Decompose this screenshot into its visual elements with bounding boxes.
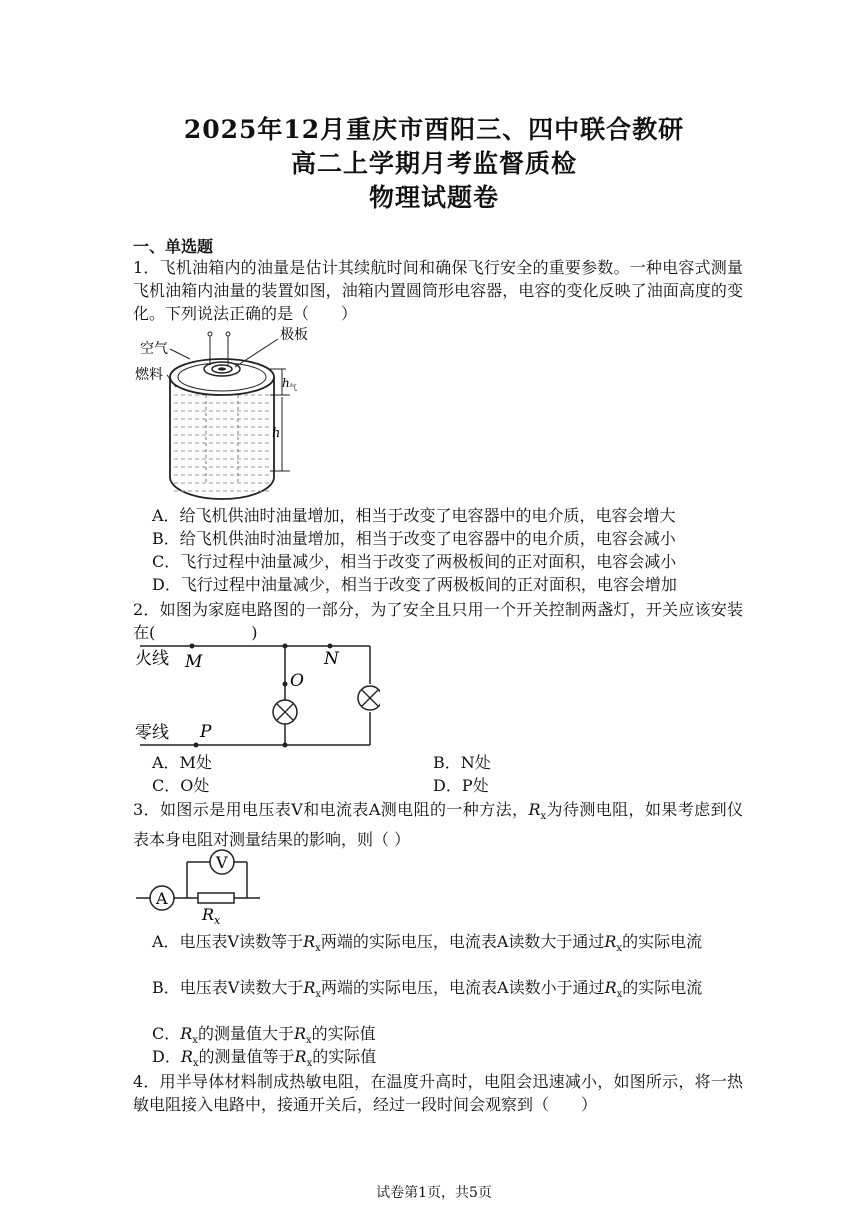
svg-text:A: A [156, 889, 168, 908]
svg-text:空气: 空气 [140, 341, 168, 357]
q2-option-a[interactable]: A．M处 [152, 753, 212, 772]
svg-text:x: x [214, 914, 221, 927]
svg-text:N: N [324, 649, 339, 669]
svg-text:h: h [272, 426, 281, 441]
title-line-2: 高二上学期月考监督质检 [290, 149, 577, 178]
q3-option-c[interactable]: C．$R_x$的测量值大于$R_x$的实际值 [152, 1024, 376, 1047]
q3-circuit-figure [132, 842, 267, 927]
title-line-1: 2025年12月重庆市酉阳三、四中联合教研 [183, 115, 685, 144]
section-heading: 一、单选题 [133, 237, 214, 256]
svg-text:O: O [290, 671, 304, 691]
svg-text:极板: 极板 [280, 327, 308, 343]
q1-option-c[interactable]: C．飞行过程中油量减少，相当于改变了两极板间的正对面积，电容会减小 [152, 552, 677, 571]
q2-circuit-figure [130, 640, 380, 755]
svg-text:零线: 零线 [135, 723, 169, 743]
svg-text:气: 气 [289, 383, 297, 392]
q2-option-c[interactable]: C．O处 [152, 776, 210, 795]
q1-stem: 1．飞机油箱内的油量是估计其续航时间和确保飞行安全的重要参数。一种电容式测量飞机油箱内油量的装置如图，油箱内置圆筒形电容器，电容的变化反映了油面高度的变化。下列说法正确的是（ ） [133, 258, 743, 323]
q4-stem: 4．用半导体材料制成热敏电阻，在温度升高时，电阻会迅速减小，如图所示，将一热敏电阻接入电路中，接通开关后，经过一段时间会观察到（ ） [133, 1072, 743, 1114]
svg-text:M: M [185, 652, 203, 672]
q2-stem: 2．如图为家庭电路图的一部分，为了安全且只用一个开关控制两盏灯，开关应该安装在( ) [133, 600, 743, 642]
q2-option-d[interactable]: D．P处 [433, 776, 489, 795]
svg-text:V: V [216, 853, 228, 872]
svg-text:h: h [282, 376, 290, 390]
svg-text:燃料: 燃料 [135, 367, 163, 383]
q3-stem: 3．如图示是用电压表V和电流表A测电阻的一种方法，$R_x$为待测电阻，如果考虑到仪表本身电阻对测量结果的影响，则（ ） [133, 800, 743, 850]
title-line-3: 物理试题卷 [368, 183, 499, 212]
svg-text:P: P [200, 722, 212, 742]
svg-text:R: R [202, 905, 215, 924]
q3-option-b[interactable]: B．电压表V读数大于$R_x$两端的实际电压，电流表A读数小于通过$R_x$的实际电流 [152, 978, 703, 1001]
svg-text:火线: 火线 [135, 649, 169, 669]
q1-option-a[interactable]: A．给飞机供油时油量增加，相当于改变了电容器中的电介质，电容会增大 [152, 506, 676, 525]
q1-option-d[interactable]: D．飞行过程中油量减少，相当于改变了两极板间的正对面积，电容会增加 [152, 575, 677, 594]
q2-option-b[interactable]: B．N处 [433, 753, 491, 772]
q1-option-b[interactable]: B．给飞机供油时油量增加，相当于改变了电容器中的电介质，电容会减小 [152, 529, 676, 548]
q1-capacitor-figure [130, 325, 320, 515]
resistor-rx [198, 893, 234, 903]
lamp-2 [358, 686, 380, 710]
page-footer: 试卷第1页，共5页 [376, 1185, 492, 1201]
q3-option-d[interactable]: D．$R_x$的测量值等于$R_x$的实际值 [152, 1047, 377, 1070]
q3-option-a[interactable]: A．电压表V读数等于$R_x$两端的实际电压，电流表A读数大于通过$R_x$的实际电流 [152, 932, 703, 955]
